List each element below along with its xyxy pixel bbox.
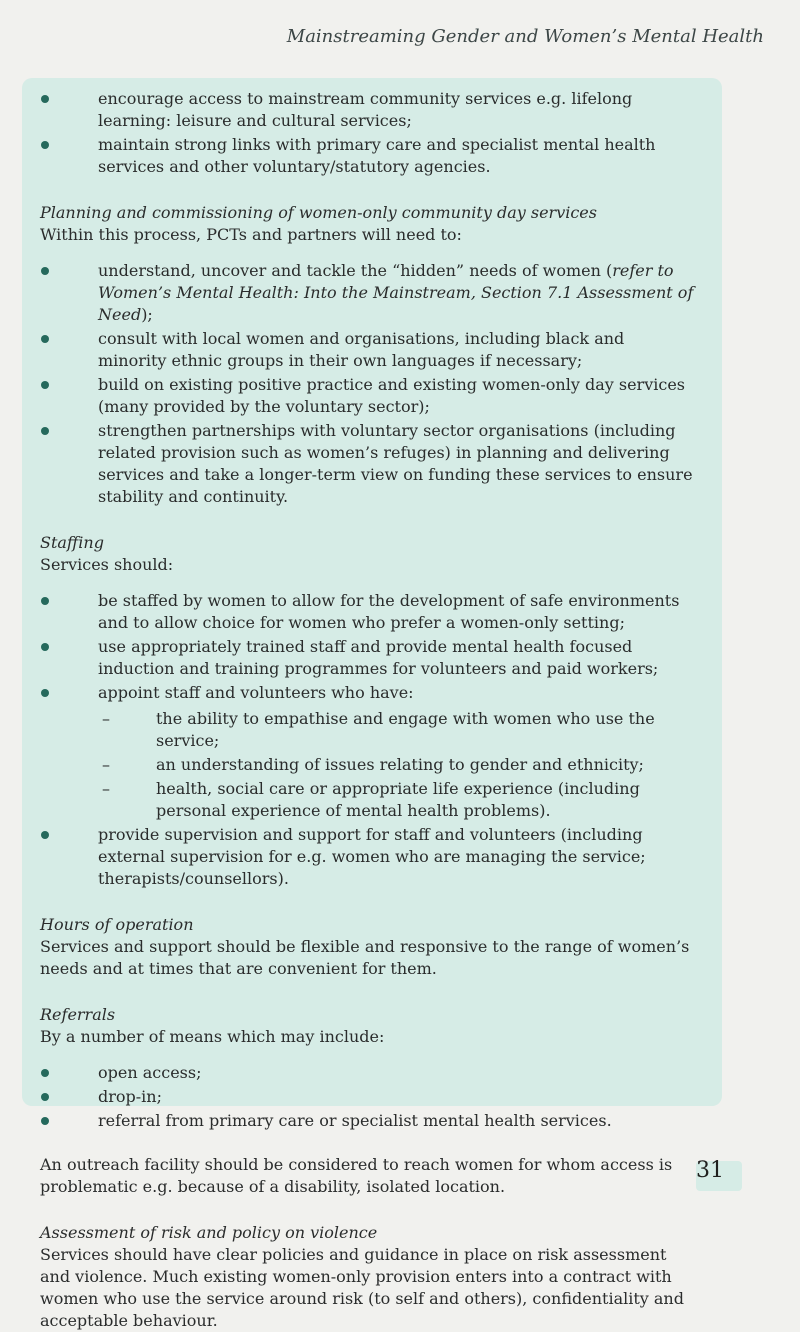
- planning-section: [40, 202, 696, 508]
- top-bullet-list: [40, 88, 696, 178]
- list-item: be staffed by women to allow for the development of safe environments and to allow choice for women who prefer a women-only setting;: [40, 590, 696, 634]
- section-heading: Hours of operation: [40, 915, 194, 934]
- section-intro: By a number of means which may include:: [40, 1027, 385, 1046]
- hours-section: [40, 914, 696, 980]
- list-item: consult with local women and organisations, including black and minority ethnic groups in their own languages if necessary;: [40, 328, 696, 372]
- cross-reference: refer to Women’s Mental Health: Into the Mainstream, Section 7.1 Assessment of Need: [98, 261, 694, 324]
- section-intro: Services should:: [40, 555, 174, 574]
- section-heading: Referrals: [40, 1005, 116, 1024]
- staffing-list: [40, 590, 696, 890]
- referrals-section: [40, 1004, 696, 1198]
- list-item: maintain strong links with primary care and specialist mental health services and other voluntary/statutory agencies.: [40, 134, 696, 178]
- list-item: open access;: [40, 1062, 696, 1084]
- assessment-section: [40, 1222, 696, 1332]
- list-item: drop-in;: [40, 1086, 696, 1108]
- sub-list: [98, 708, 696, 822]
- list-item: [40, 260, 696, 326]
- sub-list-item: – the ability to empathise and engage with women who use the service;: [98, 708, 696, 752]
- list-item-text: understand, uncover and tackle the “hidden” needs of women (: [98, 261, 613, 280]
- sub-list-item: – an understanding of issues relating to gender and ethnicity;: [98, 754, 696, 776]
- staffing-section: [40, 532, 696, 890]
- list-item: encourage access to mainstream community services e.g. lifelong learning: leisure and cultural services;: [40, 88, 696, 132]
- outreach-text: An outreach facility should be considered to reach women for whom access is problematic e.g. because of a disability, isolated location.: [40, 1155, 673, 1196]
- sub-list-item: – health, social care or appropriate life experience (including personal experience of mental health problems).: [98, 778, 696, 822]
- list-item: build on existing positive practice and existing women-only day services (many provided by the voluntary sector);: [40, 374, 696, 418]
- section-intro: Within this process, PCTs and partners will need to:: [40, 225, 462, 244]
- list-item-text: appoint staff and volunteers who have:: [98, 683, 414, 702]
- planning-list: [40, 260, 696, 508]
- section-text: Services should have clear policies and guidance in place on risk assessment and violence. Much existing women-only provision enters into a contract with women who use the service around risk (to self and others), confidentiality and acceptable behaviour.: [40, 1245, 684, 1330]
- list-item: provide supervision and support for staff and volunteers (including external supervision for e.g. women who are managing the service; therapists/counsellors).: [40, 824, 696, 890]
- referrals-list: [40, 1062, 696, 1132]
- list-item: use appropriately trained staff and provide mental health focused induction and training programmes for volunteers and paid workers;: [40, 636, 696, 680]
- running-head: Mainstreaming Gender and Women’s Mental Health: [286, 26, 764, 47]
- section-heading: Planning and commissioning of women-only community day services: [40, 203, 597, 222]
- page-number: 31: [696, 1158, 724, 1183]
- list-item-end: );: [141, 305, 153, 324]
- section-heading: Assessment of risk and policy on violence: [40, 1223, 378, 1242]
- list-item: referral from primary care or specialist mental health services.: [40, 1110, 696, 1132]
- section-text: Services and support should be flexible and responsive to the range of women’s needs and at times that are convenient for them.: [40, 937, 690, 978]
- list-item: [40, 682, 696, 822]
- list-item: strengthen partnerships with voluntary sector organisations (including related provision such as women’s refuges) in planning and delivering services and take a longer-term view on funding these services to ensure stability and continuity.: [40, 420, 696, 508]
- section-heading: Staffing: [40, 533, 104, 552]
